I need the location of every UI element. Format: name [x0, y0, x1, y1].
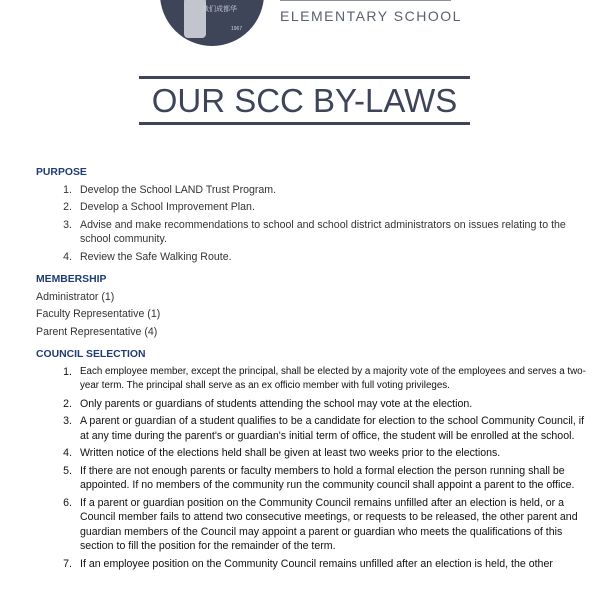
- school-name: ELEMENTARY SCHOOL: [280, 8, 462, 24]
- list-item: [36, 446, 586, 461]
- membership-item: Parent Representative (4): [36, 325, 158, 338]
- item-text: Each employee member, except the principal, shall be elected by a majority vote of the employees and serves a two-year term. The principal shall serve as an ex officio member with full voting privileges.: [80, 365, 586, 391]
- item-number: 3.: [63, 218, 72, 231]
- item-number: 4.: [63, 447, 72, 459]
- council-selection-section: [36, 348, 586, 571]
- logo-year: 1967: [231, 26, 243, 32]
- item-number: 3.: [63, 415, 72, 427]
- list-item: [36, 250, 586, 265]
- purpose-list: [36, 183, 586, 265]
- membership-section: [36, 273, 586, 339]
- list-item: [36, 414, 586, 443]
- council-selection-list: [36, 365, 586, 572]
- list-item: [36, 200, 586, 215]
- item-text: Review the Safe Walking Route.: [80, 250, 232, 263]
- list-item: [36, 496, 586, 554]
- item-text: Develop the School LAND Trust Program.: [80, 183, 277, 196]
- item-number: 1.: [63, 365, 72, 378]
- bylaws-document: [36, 166, 586, 580]
- list-item: [36, 365, 586, 394]
- item-number: 2.: [63, 397, 72, 410]
- item-text: If there are not enough parents or faculty members to hold a formal election the person running shall be appointed. If no members of the community run the community council shall appoint a parent to the office.: [80, 464, 575, 491]
- list-item: [36, 464, 586, 493]
- membership-item: Faculty Representative (1): [36, 308, 161, 320]
- council-selection-heading: COUNCIL SELECTION: [36, 349, 146, 360]
- title-bottom-rule: [139, 122, 470, 125]
- item-text: Written notice of the elections held shall be given at least two weeks prior to the elections.: [80, 447, 501, 459]
- item-number: 7.: [63, 557, 72, 570]
- membership-heading: MEMBERSHIP: [36, 274, 107, 285]
- item-text: Advise and make recommendations to school and school district administrators on issues relating to the school community.: [80, 218, 566, 245]
- list-item: [36, 397, 586, 412]
- logo-motto: 我们成都华: [202, 6, 237, 13]
- list-item: [36, 218, 586, 247]
- membership-item: Administrator (1): [36, 290, 115, 303]
- item-text: If an employee position on the Community Council remains unfilled after an election is held, the other: [80, 557, 553, 570]
- list-item: [36, 183, 586, 198]
- title-top-rule: [139, 76, 470, 79]
- item-number: 1.: [63, 183, 72, 196]
- page-title: OUR SCC BY-LAWS: [151, 82, 458, 119]
- purpose-section: [36, 166, 586, 264]
- item-text: Only parents or guardians of students attending the school may vote at the election.: [80, 397, 473, 410]
- item-text: Develop a School Improvement Plan.: [80, 201, 255, 213]
- purpose-heading: PURPOSE: [36, 167, 87, 178]
- item-number: 5.: [63, 464, 72, 477]
- school-name-rule: [280, 0, 451, 1]
- item-number: 2.: [63, 201, 72, 213]
- item-number: 4.: [63, 250, 72, 263]
- list-item: [36, 557, 586, 572]
- item-text: If a parent or guardian position on the Community Council remains unfilled after an election is held, or a Council member fails to attend two consecutive meetings, or requests to be released, the other parent and guardian members of the Council may appoint a parent or guardian who meets the qualifications of this section to fill the position for the remainder of the term.: [80, 496, 578, 552]
- item-text: A parent or guardian of a student qualifies to be a candidate for election to the school Community Council, if at any time during the parent's or guardian's initial term of office, the student will be enrolled at the school.: [80, 415, 585, 442]
- item-number: 6.: [63, 496, 72, 509]
- school-logo: [160, 0, 264, 46]
